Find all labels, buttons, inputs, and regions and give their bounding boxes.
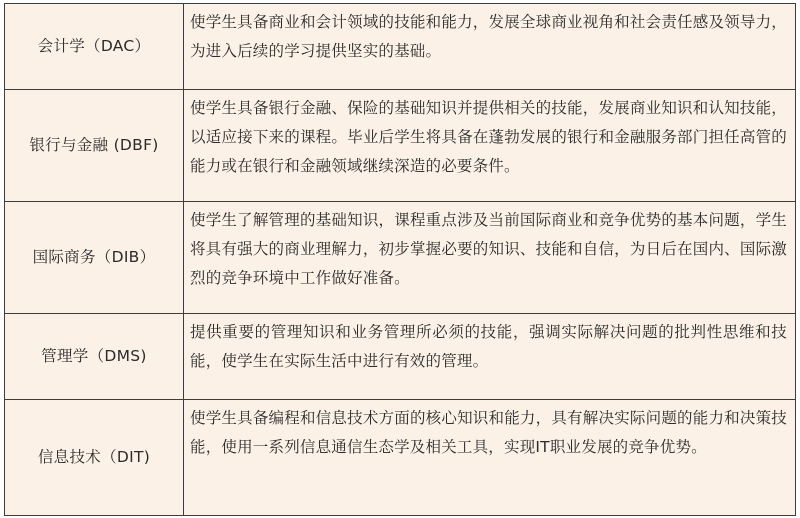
table-row (5, 90, 796, 202)
program-name: 管理学（DMS) (5, 314, 184, 400)
program-name: 信息技术（DIT) (5, 400, 184, 516)
program-name: 银行与金融 (DBF) (5, 90, 184, 202)
table-row (5, 400, 796, 516)
table-row (5, 314, 796, 400)
program-name: 会计学（DAC） (5, 4, 184, 90)
program-name: 国际商务（DIB） (5, 202, 184, 314)
program-description: 使学生具备商业和会计领域的技能和能力，发展全球商业视角和社会责任感及领导力，为进入后续的学习提供坚实的基础。 (184, 4, 796, 90)
table-row (5, 4, 796, 90)
program-description: 使学生具备银行金融、保险的基础知识并提供相关的技能，发展商业知识和认知技能，以适应接下来的课程。毕业后学生将具备在蓬勃发展的银行和金融服务部门担任高管的能力或在银行和金融领域继续深造的必要条件。 (184, 90, 796, 202)
program-table (4, 3, 796, 516)
program-description: 使学生具备编程和信息技术方面的核心知识和能力，具有解决实际问题的能力和决策技能，使用一系列信息通信生态学及相关工具，实现IT职业发展的竞争优势。 (184, 400, 796, 516)
table-row (5, 202, 796, 314)
program-description: 使学生了解管理的基础知识，课程重点涉及当前国际商业和竞争优势的基本问题，学生将具有强大的商业理解力，初步掌握必要的知识、技能和自信，为日后在国内、国际激烈的竞争环境中工作做好准备。 (184, 202, 796, 314)
program-table-container (4, 3, 796, 515)
program-description: 提供重要的管理知识和业务管理所必须的技能，强调实际解决问题的批判性思维和技能，使学生在实际生活中进行有效的管理。 (184, 314, 796, 400)
